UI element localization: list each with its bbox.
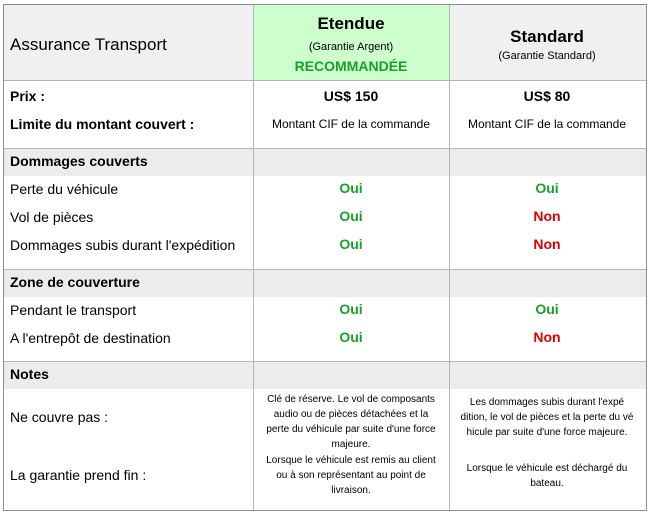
value-no: Non	[533, 208, 561, 224]
recommended-badge: RECOMMANDÉE	[294, 58, 408, 74]
note-etendue-ends: Lorsque le véhicule est remis au client ou à son représentant au point de livraison.	[266, 455, 436, 496]
row-divider	[4, 80, 646, 81]
coverage-ends-label: La garantie prend fin :	[10, 467, 147, 483]
value-yes: Oui	[535, 301, 559, 317]
insurance-comparison-table	[3, 4, 647, 511]
section-band-notes	[4, 361, 646, 389]
section-title-damage: Dommages couverts	[10, 153, 148, 169]
note-etendue-not-covered: Clé de réserve. Le vol de composants audio ou de pièces détachées et la perte du véhicule par suite d'une force majeure.	[266, 394, 436, 450]
value-yes: Oui	[339, 236, 363, 252]
plan-subtitle-standard: (Garantie Standard)	[498, 50, 596, 62]
plan-name-etendue: Etendue	[317, 14, 385, 33]
row-label: A l'entrepôt de destination	[10, 330, 171, 346]
price-label: Prix :	[10, 88, 46, 104]
value-yes: Oui	[339, 180, 363, 196]
limit-etendue: Montant CIF de la commande	[271, 117, 431, 131]
limit-label: Limite du montant couvert :	[10, 116, 195, 132]
row-divider	[4, 361, 646, 362]
not-covered-label: Ne couvre pas :	[10, 409, 109, 425]
value-yes: Oui	[339, 208, 363, 224]
row-label: Vol de pièces	[10, 209, 94, 225]
value-yes: Oui	[339, 329, 363, 345]
row-divider	[4, 269, 646, 270]
price-etendue: US$ 150	[323, 88, 379, 104]
value-yes: Oui	[339, 301, 363, 317]
plan-subtitle-etendue: (Garantie Argent)	[308, 41, 394, 53]
row-label: Pendant le transport	[10, 302, 137, 318]
row-label: Perte du véhicule	[10, 181, 119, 197]
plan-name-standard: Standard	[510, 27, 584, 46]
price-standard: US$ 80	[523, 88, 571, 104]
table-title: Assurance Transport	[10, 35, 167, 54]
note-standard-ends: Lorsque le véhicule est déchargé du bateau.	[466, 463, 628, 489]
value-no: Non	[533, 236, 561, 252]
limit-standard: Montant CIF de la commande	[467, 117, 627, 131]
note-standard-not-covered: Les dommages subis durant l'expé dition, le vol de pièces et la perte du vé hicule par suite d'une force majeure.	[460, 397, 634, 438]
section-title-notes: Notes	[10, 366, 49, 382]
row-divider	[4, 148, 646, 149]
section-title-zone: Zone de couverture	[10, 274, 140, 290]
value-no: Non	[533, 329, 561, 345]
row-label: Dommages subis durant l'expédition	[10, 237, 236, 253]
value-yes: Oui	[535, 180, 559, 196]
